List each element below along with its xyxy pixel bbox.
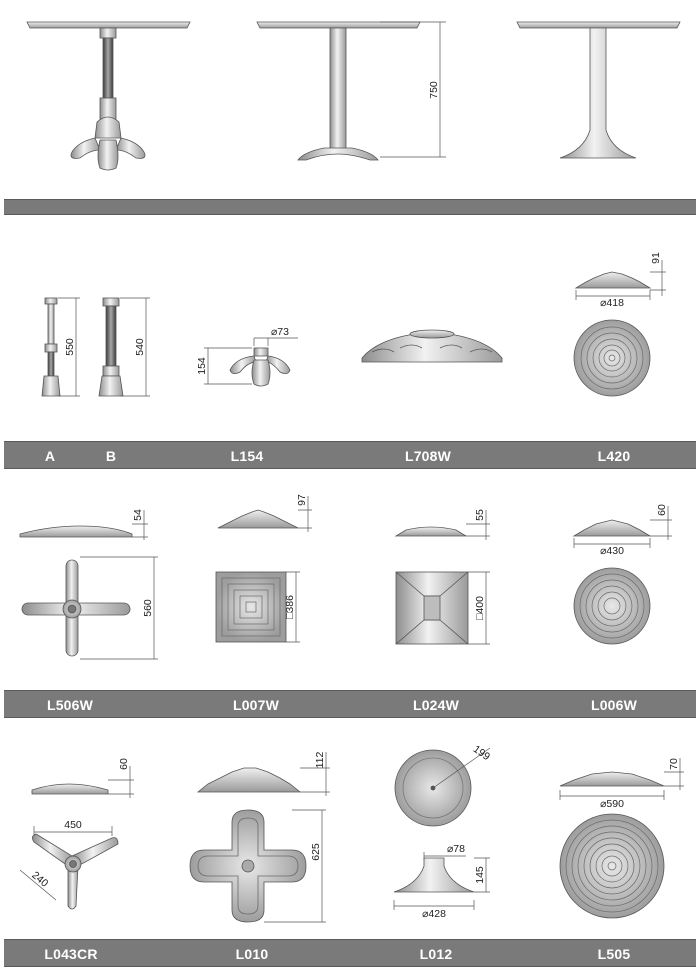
- table-trumpet: [517, 22, 680, 158]
- dim-l012-top-diam: ⌀78: [446, 843, 466, 855]
- label-l006w: L006W: [590, 697, 638, 713]
- label-l010: L010: [235, 946, 269, 962]
- base-l012: [394, 750, 474, 892]
- label-band-row3: [4, 939, 696, 967]
- column-a: [42, 298, 60, 396]
- base-l043cr: [32, 784, 118, 909]
- dim-l506w-span: 560: [142, 599, 154, 617]
- table-straight: [257, 22, 420, 160]
- table-classic: [27, 22, 190, 170]
- dim-table-height: 750: [428, 81, 440, 99]
- cover-l024w: [396, 527, 468, 644]
- dim-column-a: 550: [64, 338, 76, 356]
- cover-l006w: [574, 520, 650, 644]
- dim-l012-radius: 199: [470, 743, 493, 764]
- dim-l007w-height: 97: [296, 494, 308, 506]
- dim-l024w-side: □400: [474, 596, 486, 620]
- dim-l006w-diam: ⌀430: [600, 545, 624, 557]
- dim-l024w-height: 55: [474, 509, 486, 521]
- dim-column-b: 540: [134, 338, 146, 356]
- dim-l043cr-width: 450: [64, 819, 82, 831]
- label-l505: L505: [597, 946, 631, 962]
- label-l012: L012: [419, 946, 453, 962]
- cover-l007w: [216, 510, 298, 642]
- cover-l708w: [362, 330, 502, 362]
- dim-l043cr-arm: 240: [29, 869, 51, 890]
- cover-l420: [574, 272, 650, 396]
- dim-l420-diam: ⌀418: [600, 297, 624, 309]
- dim-l420-height: 91: [650, 252, 662, 264]
- label-band-row2: [4, 690, 696, 718]
- dim-l006w-height: 60: [656, 504, 668, 516]
- dim-l010-span: 625: [310, 843, 322, 861]
- dim-l043cr-height: 60: [118, 758, 130, 770]
- dim-l154-diam: ⌀73: [270, 326, 290, 338]
- label-l420: L420: [597, 448, 631, 464]
- column-b: [99, 298, 123, 396]
- label-a: A: [44, 448, 56, 464]
- dim-l012-base-diam: ⌀428: [422, 908, 446, 920]
- label-l154: L154: [230, 448, 264, 464]
- dim-l506w-height: 54: [132, 509, 144, 521]
- label-l024w: L024W: [412, 697, 460, 713]
- cover-l010: [190, 768, 306, 922]
- divider-band: [4, 199, 696, 215]
- cover-l505: [560, 772, 664, 918]
- label-b: B: [105, 448, 117, 464]
- dim-l154-height: 154: [196, 357, 208, 375]
- base-l506w: [20, 526, 132, 656]
- dim-l012-height: 145: [474, 866, 486, 884]
- label-band-row1: [4, 441, 696, 469]
- dim-l010-height: 112: [314, 751, 326, 769]
- label-l708w: L708W: [404, 448, 452, 464]
- label-l043cr: L043CR: [44, 946, 98, 962]
- label-l007w: L007W: [232, 697, 280, 713]
- dim-l505-height: 70: [668, 758, 680, 770]
- dim-l007w-side: □386: [284, 595, 296, 619]
- base-l154: [230, 348, 290, 386]
- dim-l505-diam: ⌀590: [600, 798, 624, 810]
- label-l506w: L506W: [46, 697, 94, 713]
